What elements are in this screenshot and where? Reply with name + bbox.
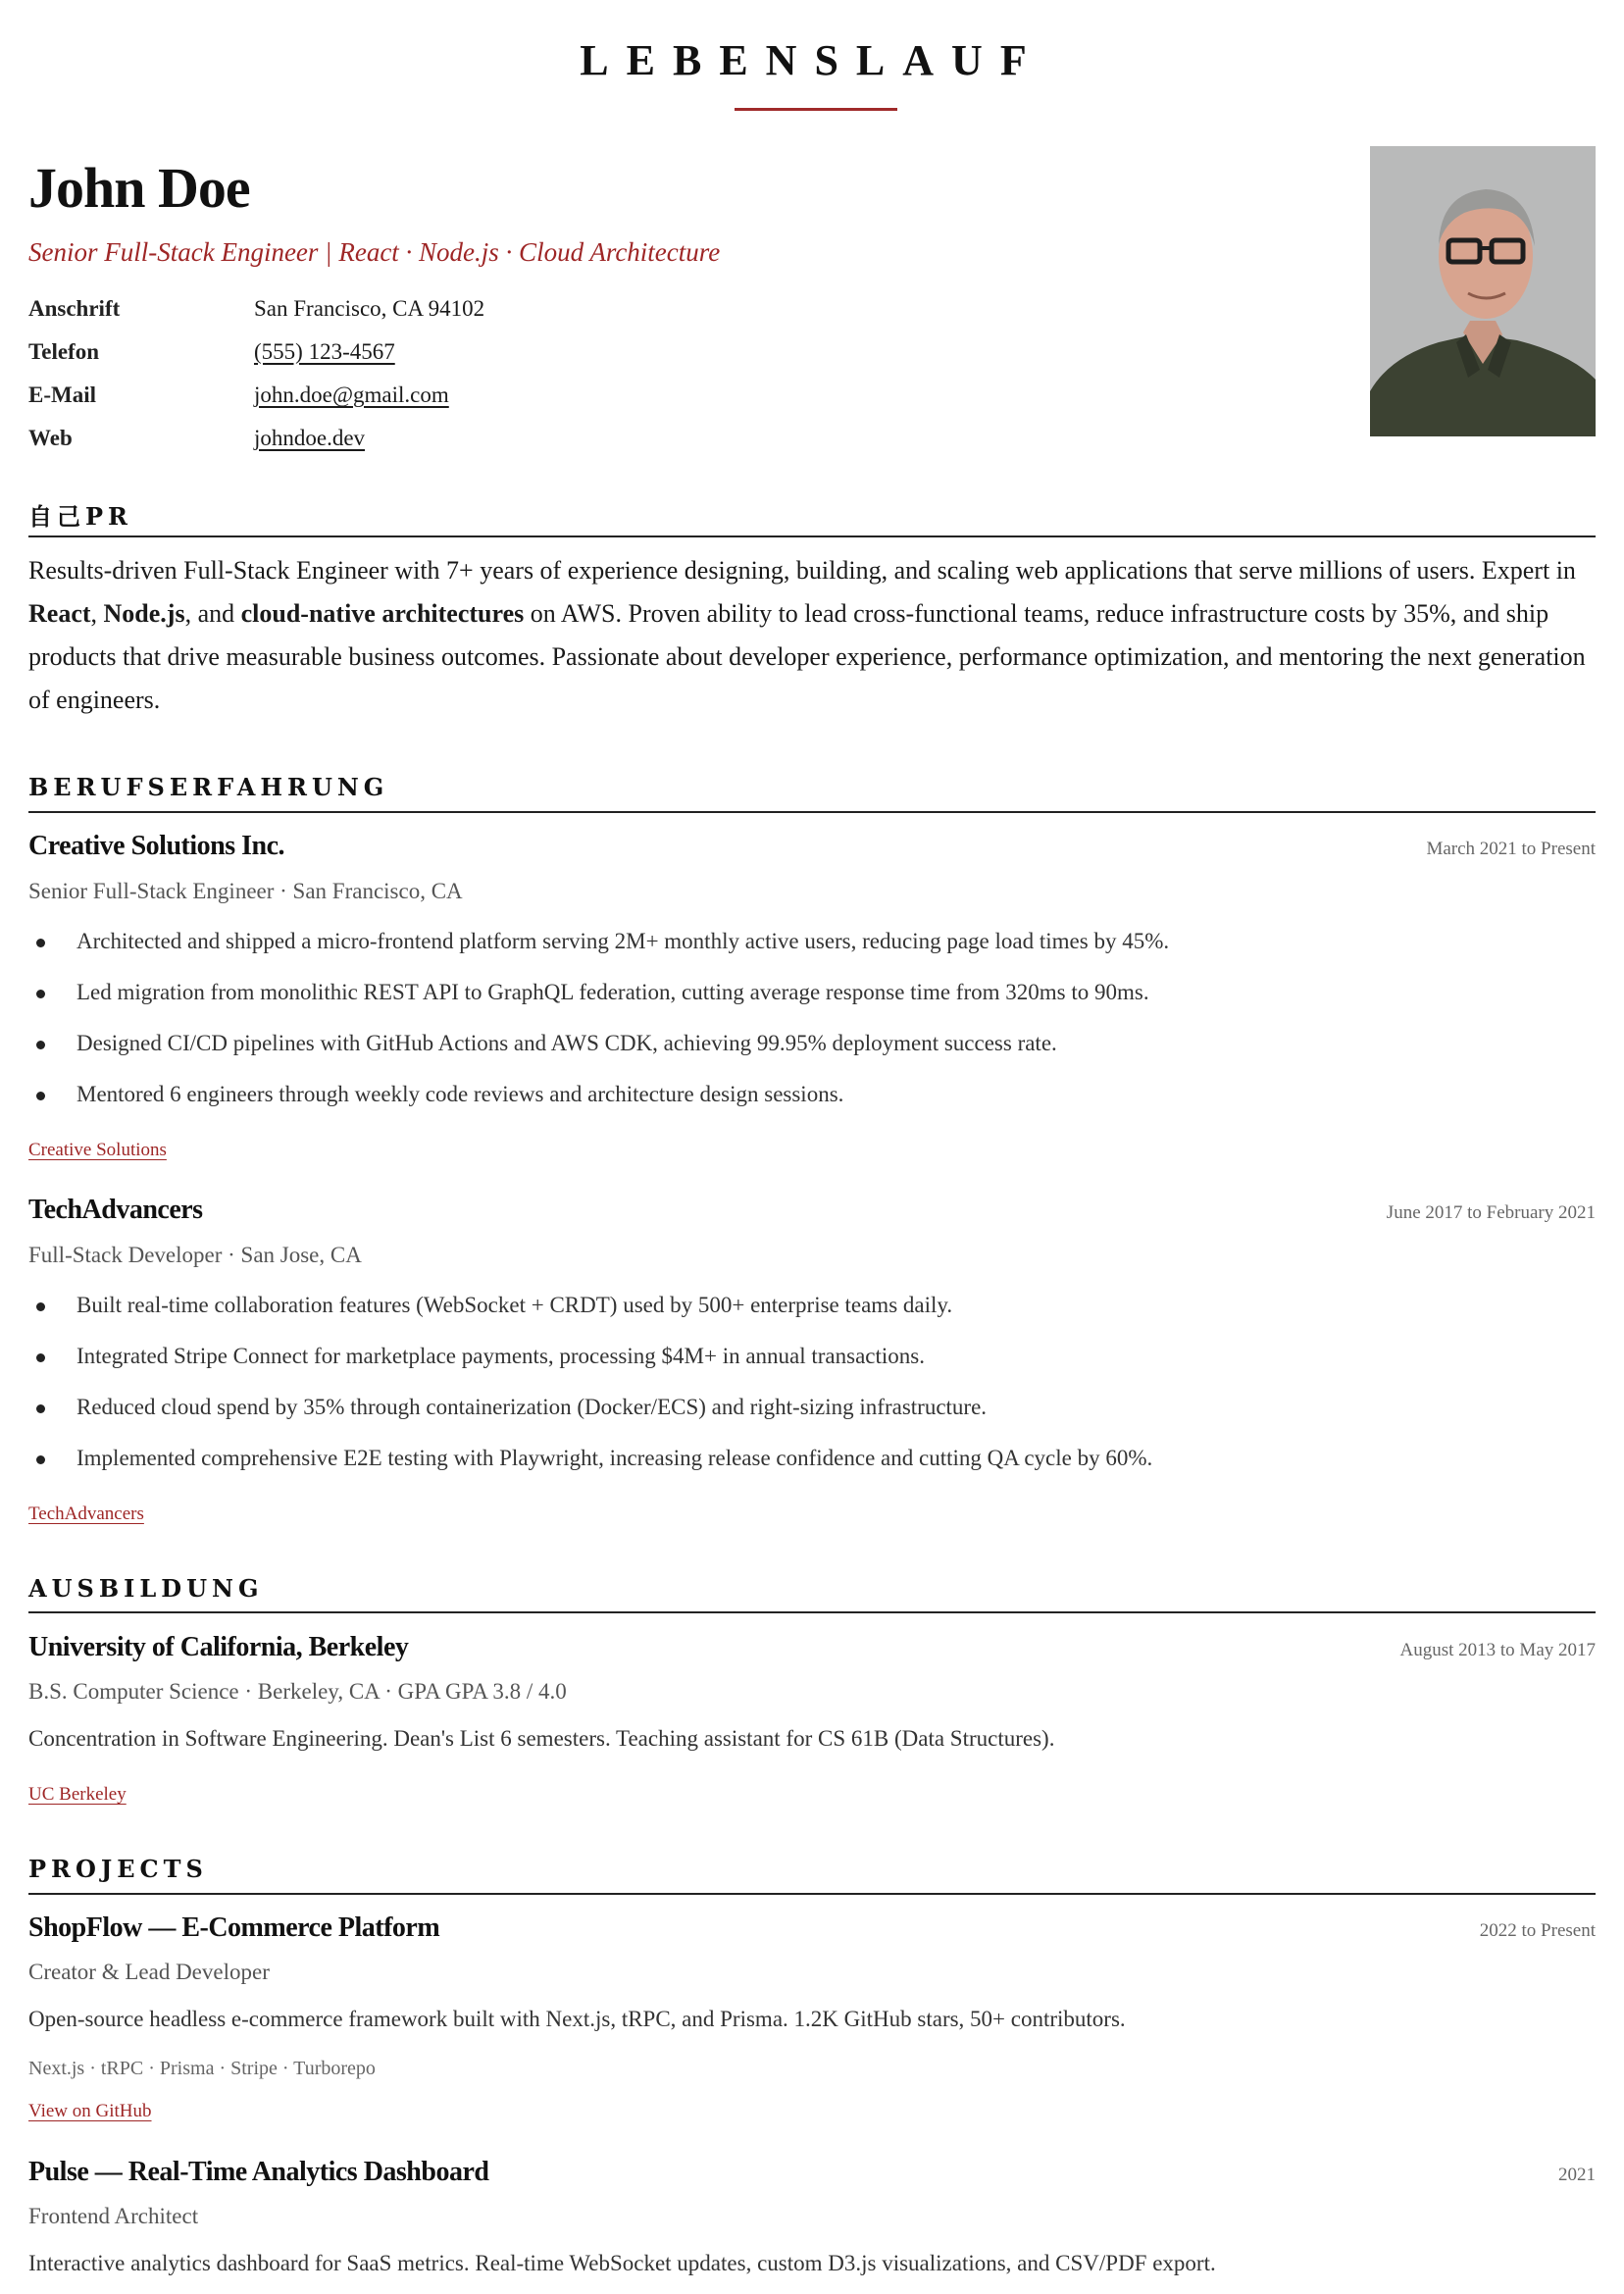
- list-item: Mentored 6 engineers through weekly code reviews and architecture design sessions.: [28, 1079, 1558, 1130]
- list-item: Integrated Stripe Connect for marketplace payments, processing $4M+ in annual transactions.: [28, 1341, 1558, 1392]
- education-dates: August 2013 to May 2017: [1399, 1640, 1596, 1660]
- summary-keyword: cloud-native architectures: [240, 599, 525, 628]
- document-title: LEBENSLAUF: [580, 36, 1044, 84]
- school-name: University of California, Berkeley: [28, 1632, 409, 1662]
- contact-label: E-Mail: [28, 382, 96, 407]
- summary-text: on AWS. Proven ability to lead cross-functional teams, reduce infrastructure costs by 35%, and ship products that drive measurable business outcomes. Passionate about developer experience, performance optimization, and mentoring the next generation of engineers.: [28, 599, 1586, 714]
- education-details: Concentration in Software Engineering. Dean's List 6 semesters. Teaching assistant for CS 61B (Data Structures).: [28, 1726, 1055, 1751]
- section-title-experience: BERUFSERFAHRUNG: [28, 773, 389, 801]
- project-description: Open-source headless e-commerce framework built with Next.js, tRPC, and Prisma. 1.2K GitHub stars, 50+ contributors.: [28, 2007, 1126, 2031]
- profile-headline: Senior Full-Stack Engineer | React · Node.js · Cloud Architecture: [28, 237, 721, 267]
- list-item: Built real-time collaboration features (WebSocket + CRDT) used by 500+ enterprise teams daily.: [28, 1290, 1558, 1341]
- project-name: Pulse — Real-Time Analytics Dashboard: [28, 2157, 489, 2187]
- section-title-summary: 自己PR: [28, 502, 132, 531]
- summary-text: Results-driven Full-Stack Engineer with 7+ years of experience designing, building, and scaling web applications that serve millions of users. Expert in: [28, 556, 1576, 585]
- project-dates: 2021: [1558, 2165, 1596, 2185]
- summary-paragraph: [28, 549, 1598, 722]
- list-item: Led migration from monolithic REST API to GraphQL federation, cutting average response time from 320ms to 90ms.: [28, 977, 1558, 1028]
- person-portrait-icon: [1370, 146, 1596, 436]
- section-divider: [28, 1893, 1596, 1895]
- section-divider: [28, 535, 1596, 537]
- company-link[interactable]: TechAdvancers: [28, 1504, 144, 1524]
- job-role: Full-Stack Developer · San Jose, CA: [28, 1243, 362, 1267]
- contact-row-phone: [28, 339, 715, 382]
- contact-row-email: [28, 382, 715, 426]
- company-link[interactable]: Creative Solutions: [28, 1140, 167, 1160]
- summary-keyword: Node.js: [103, 599, 185, 628]
- section-title-education: AUSBILDUNG: [28, 1574, 264, 1603]
- company-name: TechAdvancers: [28, 1195, 203, 1225]
- github-link[interactable]: View on GitHub: [28, 2101, 152, 2121]
- company-name: Creative Solutions Inc.: [28, 831, 284, 861]
- project-name: ShopFlow — E-Commerce Platform: [28, 1912, 440, 1943]
- summary-text: ,: [90, 599, 104, 628]
- project-description: Interactive analytics dashboard for SaaS metrics. Real-time WebSocket updates, custom D3.js visualizations, and CSV/PDF export.: [28, 2251, 1216, 2275]
- job-dates: June 2017 to February 2021: [1386, 1202, 1596, 1223]
- project-role: Frontend Architect: [28, 2204, 199, 2228]
- contact-label: Anschrift: [28, 296, 121, 321]
- list-item: Reduced cloud spend by 35% through containerization (Docker/ECS) and right-sizing infrastructure.: [28, 1392, 1558, 1443]
- website-link[interactable]: johndoe.dev: [254, 426, 366, 450]
- contact-label: Telefon: [28, 339, 99, 364]
- profile-name: John Doe: [28, 156, 250, 220]
- job-dates: March 2021 to Present: [1426, 839, 1596, 859]
- section-divider: [28, 1611, 1596, 1613]
- address-value: San Francisco, CA 94102: [254, 296, 485, 321]
- project-role: Creator & Lead Developer: [28, 1960, 270, 1984]
- section-title-projects: PROJECTS: [28, 1855, 208, 1883]
- list-item: Implemented comprehensive E2E testing with Playwright, increasing release confidence and cutting QA cycle by 60%.: [28, 1443, 1558, 1494]
- summary-text: , and: [184, 599, 241, 628]
- list-item: Architected and shipped a micro-frontend platform serving 2M+ monthly active users, reducing page load times by 45%.: [28, 926, 1558, 977]
- summary-keyword: React: [28, 599, 91, 628]
- contact-row-address: [28, 296, 715, 339]
- list-item: Designed CI/CD pipelines with GitHub Actions and AWS CDK, achieving 99.95% deployment success rate.: [28, 1028, 1558, 1079]
- contact-table: [28, 296, 715, 469]
- degree-info: B.S. Computer Science · Berkeley, CA · GPA GPA 3.8 / 4.0: [28, 1679, 567, 1704]
- email-link[interactable]: john.doe@gmail.com: [254, 382, 449, 407]
- project-dates: 2022 to Present: [1479, 1920, 1596, 1941]
- job-bullet-list: [28, 926, 1558, 1130]
- phone-link[interactable]: (555) 123-4567: [254, 339, 395, 364]
- project-tech-tags: Next.js · tRPC · Prisma · Stripe · Turborepo: [28, 2058, 376, 2079]
- title-accent-rule: [735, 108, 897, 111]
- contact-label: Web: [28, 426, 73, 450]
- job-role: Senior Full-Stack Engineer · San Francisco, CA: [28, 879, 463, 903]
- section-divider: [28, 811, 1596, 813]
- school-link[interactable]: UC Berkeley: [28, 1784, 127, 1805]
- contact-row-web: [28, 426, 715, 469]
- job-bullet-list: [28, 1290, 1558, 1494]
